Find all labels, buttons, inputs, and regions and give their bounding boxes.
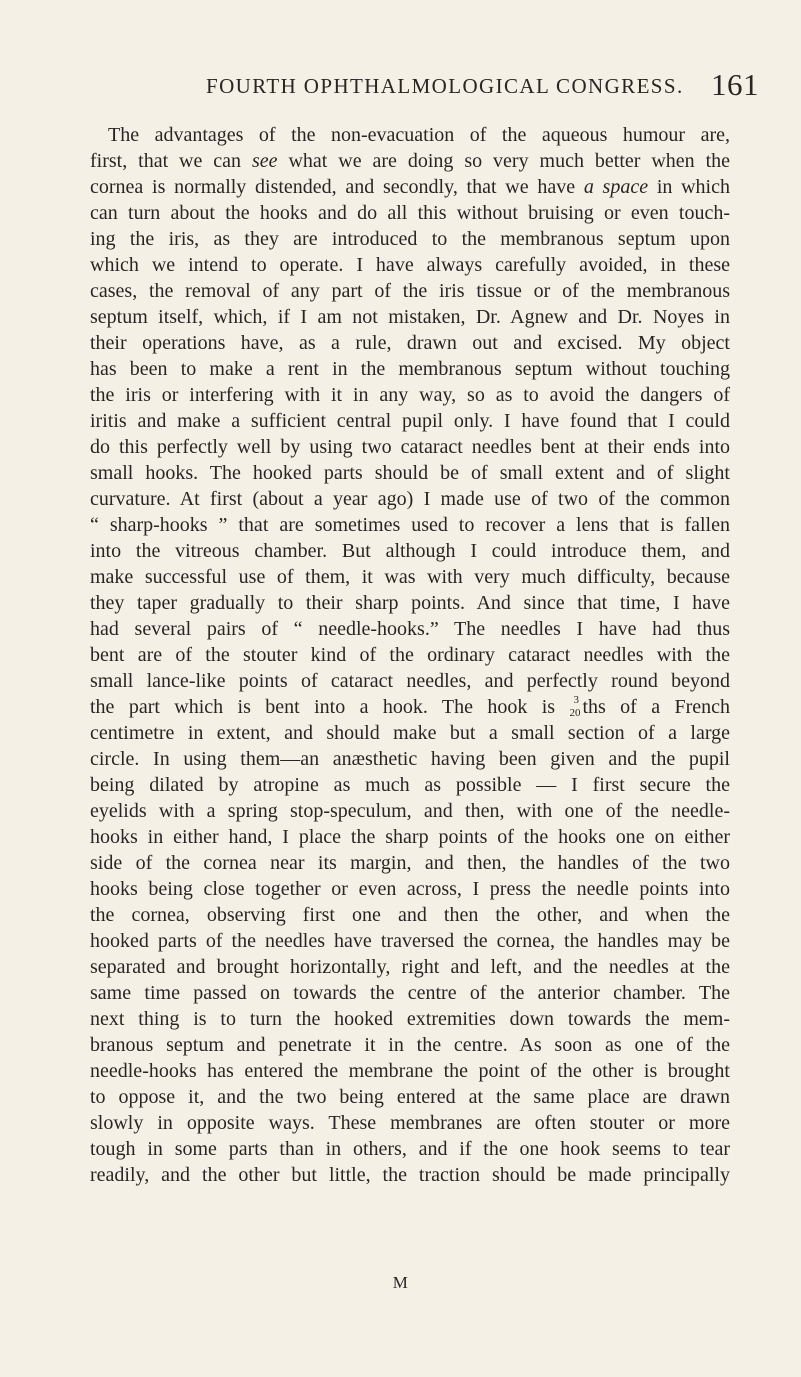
text-line: which we intend to operate. I have always carefully avoided, in these xyxy=(90,254,730,276)
text-line: hooks in either hand, I place the sharp points of the hooks one on either xyxy=(90,826,730,848)
text-line: “ sharp-hooks ” that are sometimes used to recover a lens that is fallen xyxy=(90,514,730,536)
text-line: centimetre in extent, and should make but a small section of a large xyxy=(90,722,730,744)
text-line: bent are of the stouter kind of the ordinary cataract needles with the xyxy=(90,644,730,666)
text-span: cornea is normally distended, and secondly, that we have xyxy=(90,176,584,198)
text-line: same time passed on towards the centre of the anterior chamber. The xyxy=(90,982,730,1004)
text-line: hooked parts of the needles have traversed the cornea, the handles may be xyxy=(90,930,730,952)
text-line: branous septum and penetrate it in the centre. As soon as one of the xyxy=(90,1034,730,1056)
text-line: slowly in opposite ways. These membranes are often stouter or more xyxy=(90,1112,730,1134)
text-span: the part which is bent into a hook. The hook is xyxy=(90,696,570,718)
text-line: side of the cornea near its margin, and then, the handles of the two xyxy=(90,852,730,874)
page-number: 161 xyxy=(711,67,759,102)
text-line: ing the iris, as they are introduced to the membranous septum upon xyxy=(90,228,730,250)
text-line: cases, the removal of any part of the iris tissue or of the membranous xyxy=(90,280,730,302)
text-line: iritis and make a sufficient central pupil only. I have found that I could xyxy=(90,410,730,432)
italic-emphasis: see xyxy=(252,150,278,172)
running-head xyxy=(0,67,801,112)
text-line: septum itself, which, if I am not mistaken, Dr. Agnew and Dr. Noyes in xyxy=(90,306,730,328)
text-line: make successful use of them, it was with very much difficulty, because xyxy=(90,566,730,588)
text-line: has been to make a rent in the membranous septum without touching xyxy=(90,358,730,380)
text-line: curvature. At first (about a year ago) I made use of two of the common xyxy=(90,488,730,510)
text-line: they taper gradually to their sharp points. And since that time, I have xyxy=(90,592,730,614)
text-line: hooks being close together or even across, I press the needle points into xyxy=(90,878,730,900)
text-line xyxy=(90,148,730,174)
text-line: readily, and the other but little, the traction should be made principally xyxy=(90,1164,730,1186)
text-line: into the vitreous chamber. But although I could introduce them, and xyxy=(90,540,730,562)
text-line: can turn about the hooks and do all this without bruising or even touch- xyxy=(90,202,730,224)
text-line: do this perfectly well by using two cataract needles bent at their ends into xyxy=(90,436,730,458)
text-line: the cornea, observing first one and then the other, and when the xyxy=(90,904,730,926)
text-line: the iris or interfering with it in any way, so as to avoid the dangers of xyxy=(90,384,730,406)
text-line xyxy=(90,694,730,720)
text-line: separated and brought horizontally, right and left, and the needles at the xyxy=(90,956,730,978)
running-title: FOURTH OPHTHALMOLOGICAL CONGRESS. xyxy=(206,74,684,98)
text-line: small lance-like points of cataract needles, and perfectly round beyond xyxy=(90,670,730,692)
italic-emphasis: a space xyxy=(583,176,649,198)
text-line: their operations have, as a rule, drawn out and excised. My object xyxy=(90,332,730,354)
text-line: needle-hooks has entered the membrane the point of the other is brought xyxy=(90,1060,730,1082)
text-line: had several pairs of “ needle-hooks.” The needles I have had thus xyxy=(90,618,730,640)
fraction-numerator: 3 xyxy=(573,694,579,707)
text-line: small hooks. The hooked parts should be of small extent and of slight xyxy=(90,462,730,484)
text-line: circle. In using them—an anæsthetic having been given and the pupil xyxy=(90,748,730,770)
fraction-denominator: 20 xyxy=(569,707,581,720)
text-span: ths of a French xyxy=(582,696,730,718)
text-line: being dilated by atropine as much as possible — I first secure the xyxy=(90,774,730,796)
text-line: to oppose it, and the two being entered at the same place are drawn xyxy=(90,1086,730,1108)
text-line: tough in some parts than in others, and if the one hook seems to tear xyxy=(90,1138,730,1160)
text-span: what we are doing so very much better when the xyxy=(277,150,731,172)
text-line: next thing is to turn the hooked extremities down towards the mem- xyxy=(90,1008,730,1030)
text-span: first, that we can xyxy=(90,150,252,172)
text-line xyxy=(90,174,730,200)
text-span: in which xyxy=(648,176,730,198)
fraction-three-twentieths xyxy=(569,694,582,720)
text-line: eyelids with a spring stop-speculum, and then, with one of the needle- xyxy=(90,800,730,822)
text-line: The advantages of the non-evacuation of the aqueous humour are, xyxy=(108,124,730,146)
signature-mark: M xyxy=(392,1273,409,1292)
body-paragraph xyxy=(90,122,730,1188)
